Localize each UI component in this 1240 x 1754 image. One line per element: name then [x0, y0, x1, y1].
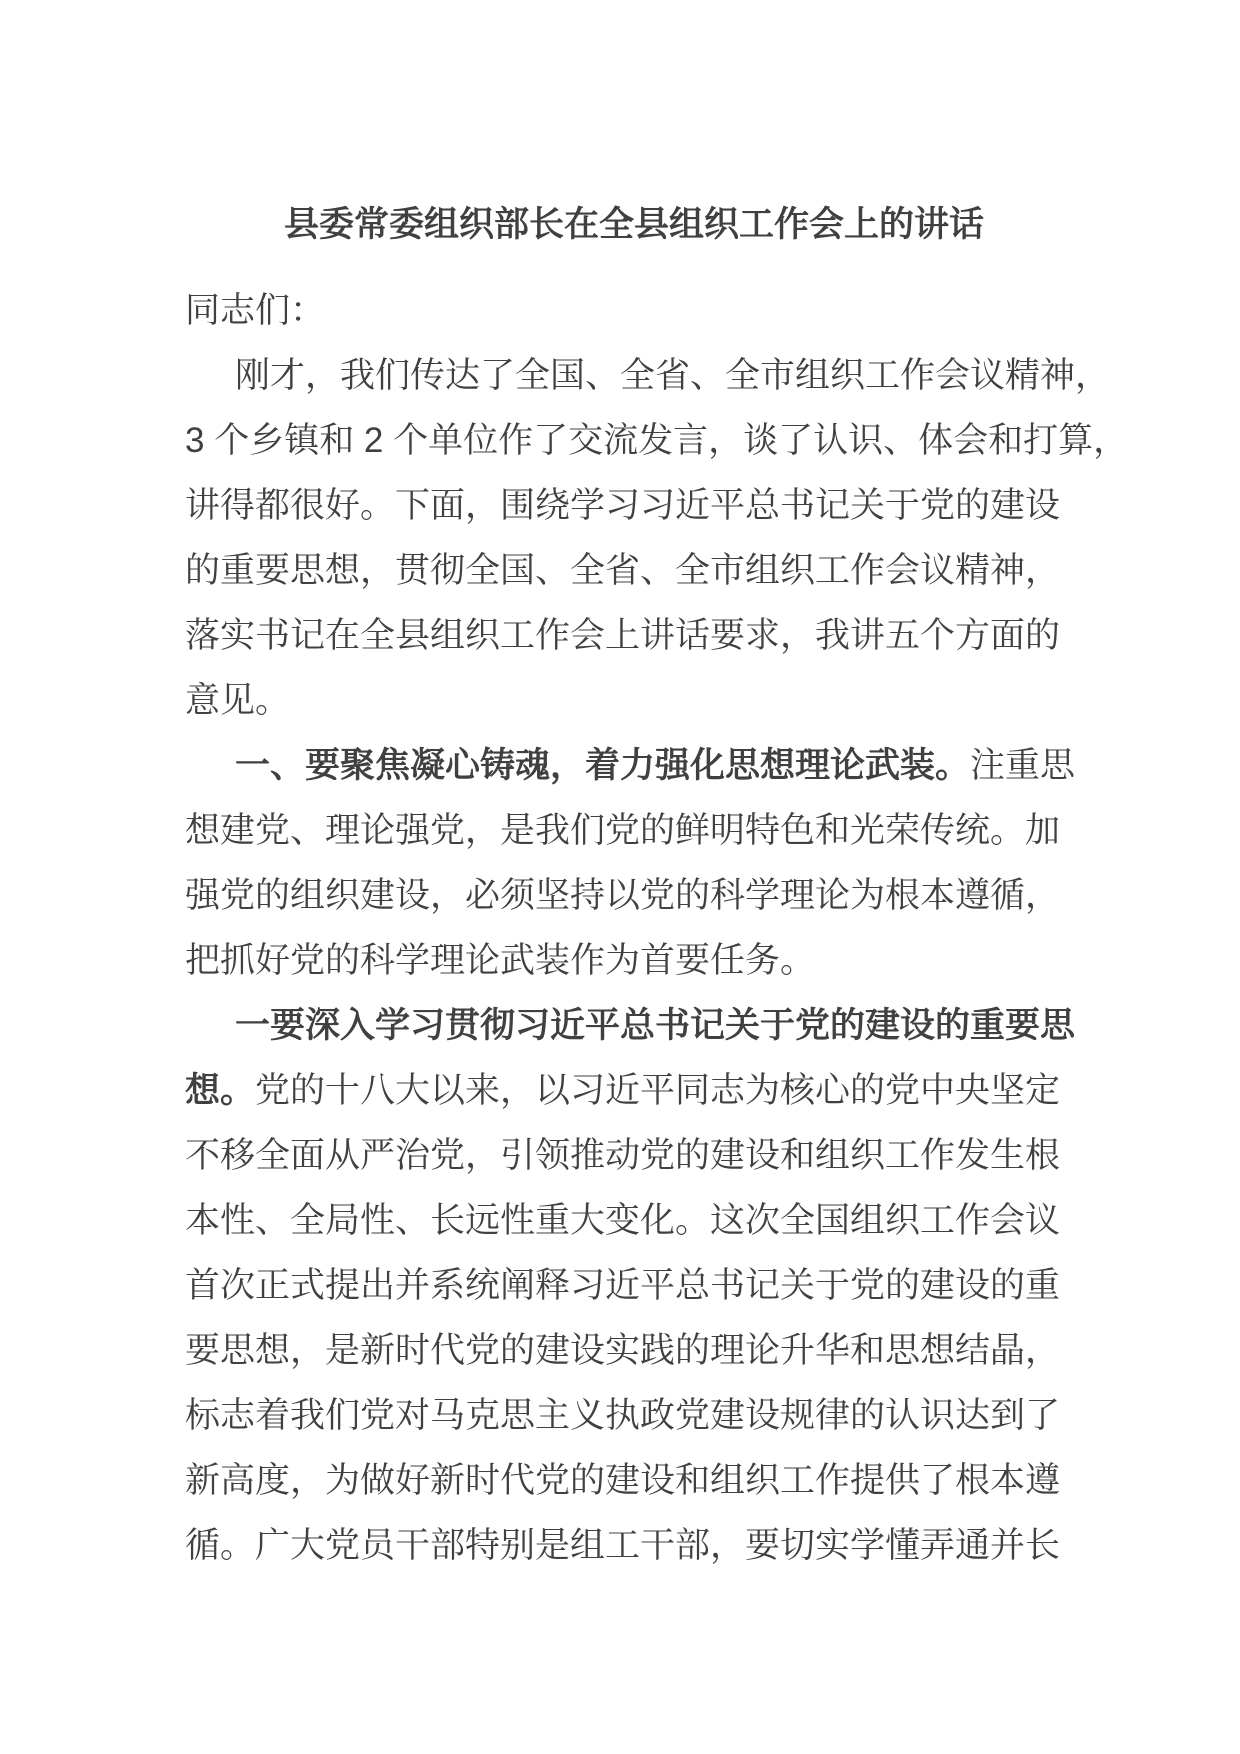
text-segment: 注重思 — [970, 746, 1076, 785]
text-segment: 想建党、理论强党，是我们党的鲜明特色和光荣传统。加 — [185, 811, 1061, 850]
text-segment: 的重要思想，贯彻全国、全省、全市组织工作会议精神， — [185, 551, 1061, 590]
document-title: 县委常委组织部长在全县组织工作会上的讲话 — [283, 205, 984, 244]
text-segment: 意见。 — [185, 681, 291, 720]
text-segment: 不移全面从严治党，引领推动党的建设和组织工作发生根 — [185, 1136, 1061, 1175]
text-line — [185, 278, 1240, 343]
text-segment: 标志着我们党对马克思主义执政党建设规律的认识达到了 — [185, 1396, 1061, 1435]
text-segment: 同志们： — [185, 291, 326, 330]
text-line — [185, 733, 1240, 798]
text-line — [185, 1318, 1240, 1383]
text-segment: 刚才，我们传达了全国、全省、全市组织工作会议精神， — [235, 356, 1111, 395]
text-segment: 3 个乡镇和 2 个单位作了交流发言，谈了认识、体会和打算， — [185, 421, 1129, 460]
text-segment: 讲得都很好。下面，围绕学习习近平总书记关于党的建设 — [185, 486, 1061, 525]
text-line — [185, 1123, 1240, 1188]
text-line — [185, 668, 1240, 733]
text-line — [185, 1513, 1240, 1578]
text-segment: 循。广大党员干部特别是组工干部，要切实学懂弄通并长 — [185, 1526, 1061, 1565]
text-segment: 强党的组织建设，必须坚持以党的科学理论为根本遵循， — [185, 876, 1061, 915]
text-segment: 落实书记在全县组织工作会上讲话要求，我讲五个方面的 — [185, 616, 1061, 655]
text-line — [185, 408, 1240, 473]
text-line — [185, 1253, 1240, 1318]
bold-text-segment: 一要深入学习贯彻习近平总书记关于党的建设的重要思 — [235, 1006, 1076, 1045]
bold-text-segment: 想。 — [185, 1071, 256, 1110]
text-line — [185, 863, 1240, 928]
text-line — [185, 1188, 1240, 1253]
text-segment: 本性、全局性、长远性重大变化。这次全国组织工作会议 — [185, 1201, 1061, 1240]
text-line — [185, 538, 1240, 603]
text-segment: 要思想，是新时代党的建设实践的理论升华和思想结晶， — [185, 1331, 1061, 1370]
text-line — [185, 1058, 1240, 1123]
text-line — [185, 603, 1240, 668]
text-line — [185, 798, 1240, 863]
text-segment: 首次正式提出并系统阐释习近平总书记关于党的建设的重 — [185, 1266, 1061, 1305]
text-line — [185, 928, 1240, 993]
document-body — [0, 278, 1240, 1578]
text-segment: 新高度，为做好新时代党的建设和组织工作提供了根本遵 — [185, 1461, 1061, 1500]
bold-text-segment: 一、要聚焦凝心铸魂，着力强化思想理论武装。 — [235, 746, 971, 785]
text-segment: 党的十八大以来，以习近平同志为核心的党中央坚定 — [255, 1071, 1061, 1110]
text-line — [185, 1383, 1240, 1448]
text-line — [185, 343, 1240, 408]
text-line — [185, 993, 1240, 1058]
text-segment: 把抓好党的科学理论武装作为首要任务。 — [185, 941, 816, 980]
text-line — [185, 473, 1240, 538]
text-line — [185, 1448, 1240, 1513]
